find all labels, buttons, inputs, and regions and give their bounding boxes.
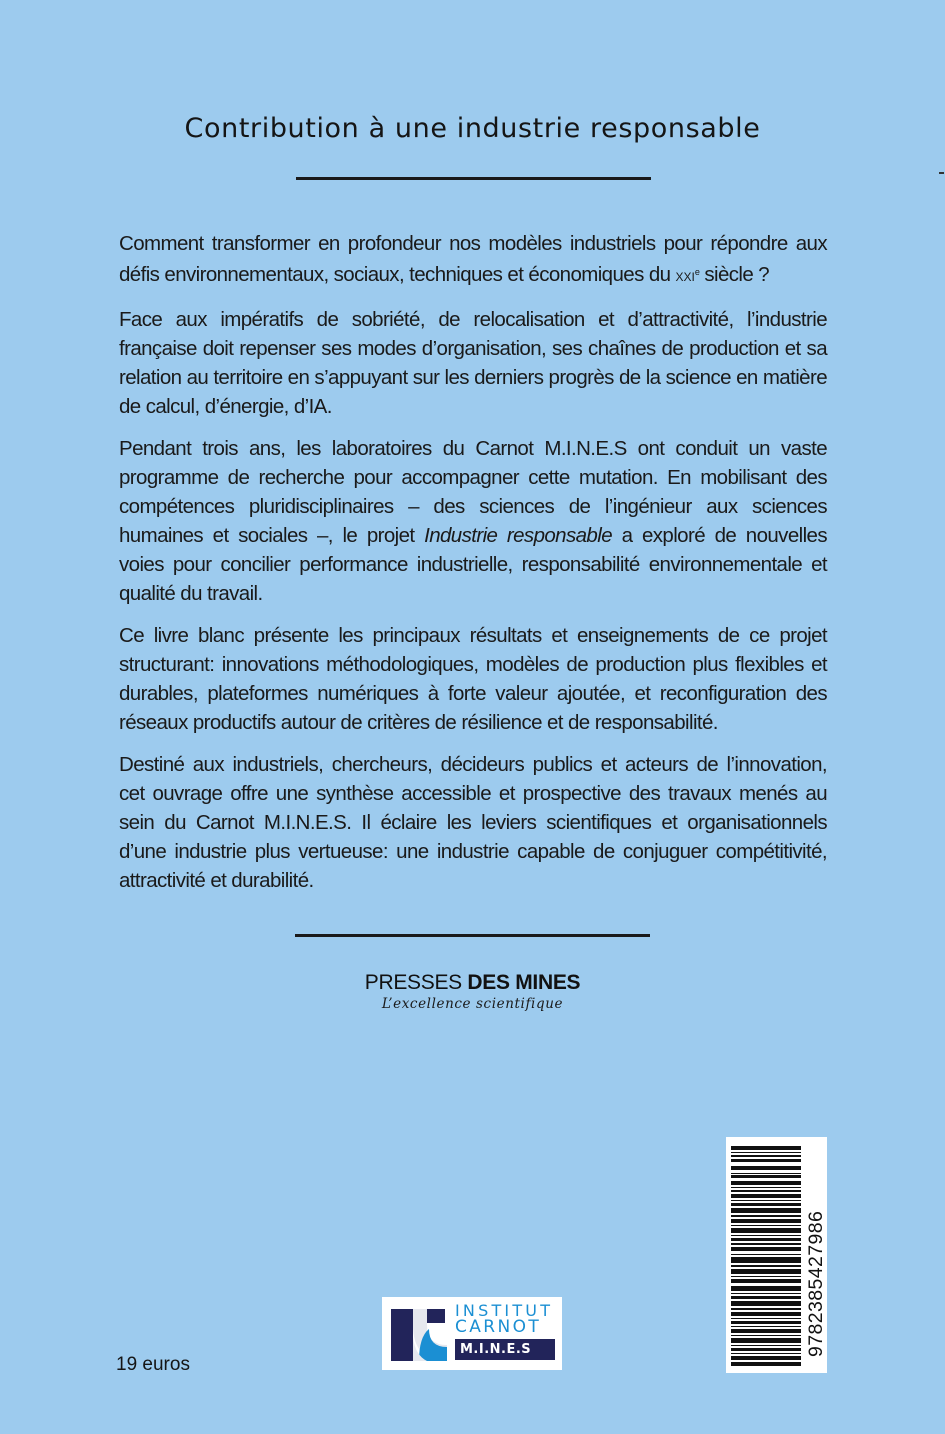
publisher-block bbox=[0, 971, 945, 1012]
publisher-tagline: L’excellence scientifique bbox=[381, 996, 564, 1012]
paragraph-text: Comment transformer en profondeur nos modèles industriels pour répondre aux défis environnementaux, sociaux, techniques et économiques du bbox=[119, 232, 827, 286]
crop-mark bbox=[939, 172, 944, 174]
century-numeral: XXI bbox=[675, 270, 695, 284]
logo-line-carnot: CARNOT bbox=[455, 1317, 542, 1337]
isbn-number: 9782385427986 bbox=[805, 1210, 827, 1357]
book-title: Contribution à une industrie responsable bbox=[184, 113, 761, 144]
blurb-paragraph-5: Destiné aux industriels, chercheurs, décideurs publics et acteurs de l’innovation, cet ouvrage offre une synthèse accessible et prospective des travaux menés au sein du Carnot M.I.N.E.S. Il éclaire les leviers scientifiques et organisationnels d’une industrie plus vertueuse: une industrie capable de conjuguer compétitivité, attractivité et durabilité. bbox=[119, 753, 827, 892]
project-name: Industrie responsable bbox=[424, 524, 612, 547]
barcode-bars bbox=[731, 1142, 801, 1367]
logo-line-institut: INSTITUT bbox=[455, 1301, 554, 1320]
publisher-name-light: PRESSES bbox=[364, 971, 468, 994]
blurb-paragraph-1 bbox=[119, 229, 827, 292]
blurb-paragraph-3 bbox=[119, 434, 827, 608]
paragraph-text: siècle ? bbox=[699, 263, 770, 286]
carnot-logo-mark-icon bbox=[391, 1307, 447, 1363]
publisher-divider bbox=[295, 934, 650, 937]
paragraph-text: a exploré de nouvelles voies pour concilier performance industrielle, responsabilité environnementale et qualité du travail. bbox=[119, 524, 827, 605]
price: 19 euros bbox=[116, 1354, 190, 1375]
publisher-name-bold: DES MINES bbox=[467, 971, 581, 994]
paragraph-text: Pendant trois ans, les laboratoires du Carnot M.I.N.E.S ont conduit un vaste programme de recherche pour accompagner cette mutation. En mobilisant des compétences pluridisciplinaires – des sciences de l’ingénieur aux sciences humaines et sociales –, le projet bbox=[119, 437, 827, 547]
blurb-paragraph-2: Face aux impératifs de sobriété, de relocalisation et d’attractivité, l’industrie française doit repenser ses modes d’organisation, ses chaînes de production et sa relation au territoire en s’appuyant sur les derniers progrès de la science en matière de calcul, d’énergie, d’IA. bbox=[119, 308, 827, 418]
institut-carnot-logo bbox=[382, 1297, 562, 1370]
blurb-paragraph-4: Ce livre blanc présente les principaux résultats et enseignements de ce projet structurant: innovations méthodologiques, modèles de production plus flexibles et durables, plateformes numériques à forte valeur ajoutée, et reconfiguration des réseaux productifs autour de critères de résilience et de responsabilité. bbox=[119, 624, 827, 734]
title-divider bbox=[296, 177, 651, 180]
publisher-name bbox=[0, 971, 945, 995]
century-superscript: e bbox=[694, 267, 700, 277]
logo-band-mines: M.I.N.E.S bbox=[455, 1339, 555, 1360]
blurb bbox=[119, 229, 827, 908]
